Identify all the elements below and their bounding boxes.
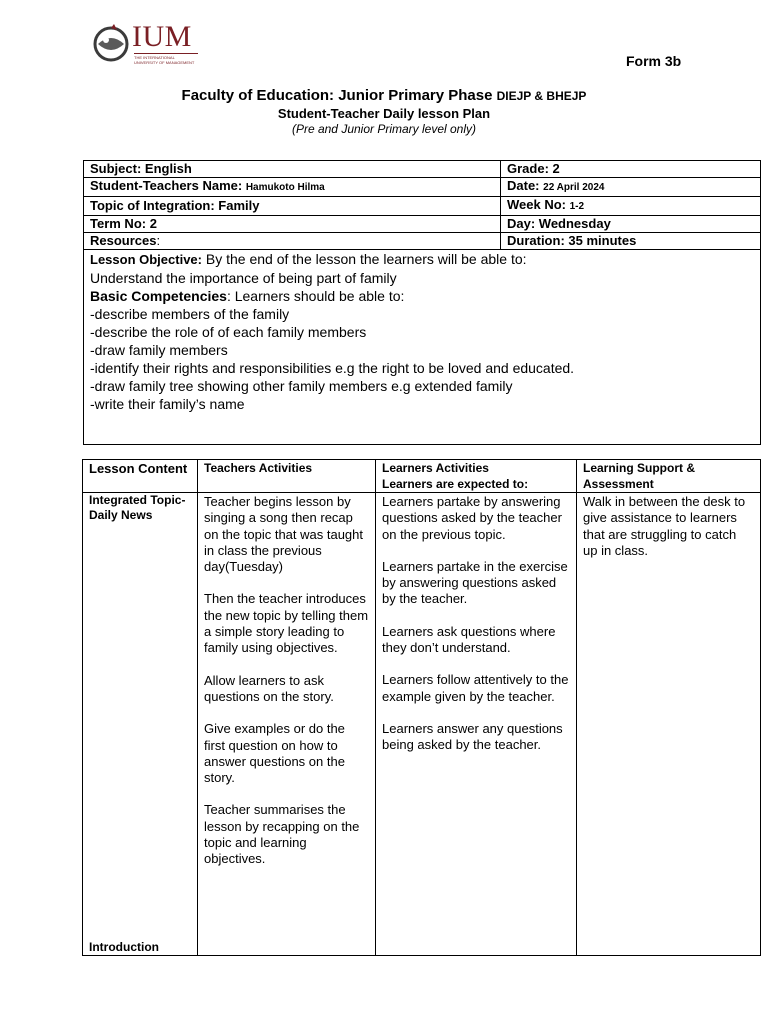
week-cell	[501, 197, 761, 216]
resources-colon: :	[156, 233, 161, 248]
integrated-topic: Integrated Topic- Daily News	[89, 493, 186, 522]
learner-activity: Learners ask questions where they don’t understand.	[382, 623, 556, 656]
header-learners-line-2: Learners are expected to:	[382, 477, 529, 491]
learner-activity: Learners follow attentively to the example given by the teacher.	[382, 672, 569, 704]
header-learning-support: Learning Support & Assessment	[577, 460, 761, 493]
logo-text: IUM	[132, 20, 192, 53]
objective-label: Lesson Objective:	[90, 252, 202, 267]
header-learners-line-1: Learners Activities	[382, 461, 489, 475]
phase-label: Introduction	[89, 940, 159, 954]
competency-item: -identify their rights and responsibilities e.g the right to be loved and educated.	[90, 360, 575, 376]
student-name-value: Hamukoto Hilma	[245, 182, 325, 193]
document-subtitle: Student-Teacher Daily lesson Plan	[277, 106, 491, 121]
header-teachers-activities: Teachers Activities	[198, 460, 376, 493]
learning-support-cell	[577, 493, 761, 956]
objective-text: By the end of the lesson the learners will be able to:	[205, 251, 527, 267]
date-label: Date:	[507, 178, 540, 193]
document-note: (Pre and Junior Primary level only)	[291, 122, 477, 136]
program-codes: DIEJP & BHEJP	[496, 89, 587, 103]
globe-emblem-icon	[92, 22, 132, 66]
competency-item: -draw family members	[90, 342, 228, 358]
form-label: Form 3b	[626, 53, 682, 69]
lesson-content-cell	[83, 493, 198, 956]
teachers-activities-cell	[198, 493, 376, 956]
competencies-text: : Learners should be able to:	[226, 288, 405, 304]
competency-item: -write their family’s name	[90, 396, 245, 412]
competency-item: -draw family tree showing other family members e.g extended family	[90, 378, 513, 394]
faculty-title: Faculty of Education: Junior Primary Phase	[181, 87, 493, 104]
university-logo	[92, 20, 202, 68]
week-label: Week No:	[507, 197, 566, 212]
competency-item: -describe members of the family	[90, 306, 290, 322]
objectives-cell	[84, 250, 761, 445]
duration-cell: Duration: 35 minutes	[501, 233, 761, 250]
resources-cell	[84, 233, 501, 250]
lesson-info-table	[83, 160, 761, 445]
competencies-line	[90, 287, 754, 305]
learners-activities-cell	[376, 493, 577, 956]
learner-activity: Learners partake by answering questions asked by the teacher on the previous topic.	[382, 494, 562, 542]
objective-line-2: Understand the importance of being part of family	[90, 270, 397, 286]
grade-cell: Grade: 2	[501, 161, 761, 178]
teacher-activity: Give examples or do the first question on how to answer questions on the story.	[204, 721, 345, 786]
term-cell: Term No: 2	[84, 216, 501, 233]
support-text: Walk in between the desk to give assistance to learners that are struggling to catch up in class.	[583, 494, 746, 558]
learner-activity: Learners answer any questions being asked by the teacher.	[382, 720, 563, 753]
logo-subtext-1: THE INTERNATIONAL	[134, 55, 175, 60]
student-name-cell	[84, 178, 501, 197]
teacher-activity: Then the teacher introduces the new topic by telling them a simple story leading to family using objectives.	[204, 591, 369, 656]
lesson-activities-table	[82, 459, 761, 956]
logo-subtext-2: UNIVERSITY OF MANAGEMENT	[134, 60, 195, 65]
resources-label: Resources	[90, 233, 157, 248]
competency-item: -describe the role of of each family members	[90, 324, 367, 340]
week-value: 1-2	[569, 201, 585, 212]
date-cell	[501, 178, 761, 197]
teacher-activity: Teacher begins lesson by singing a song then recap on the topic that was taught in class the previous day(Tuesday)	[204, 494, 363, 575]
topic-cell: Topic of Integration: Family	[84, 197, 501, 216]
objective-line	[90, 250, 754, 269]
competencies-label: Basic Competencies	[90, 288, 227, 304]
date-value: 22 April 2024	[543, 182, 605, 193]
logo-divider	[134, 53, 198, 54]
document-title	[0, 87, 768, 104]
day-cell: Day: Wednesday	[501, 216, 761, 233]
student-name-label: Student-Teachers Name:	[90, 178, 243, 193]
header-learners-activities	[376, 460, 577, 493]
learner-activity: Learners partake in the exercise by answering questions asked by the teacher.	[382, 558, 568, 607]
subject-cell: Subject: English	[84, 161, 501, 178]
teacher-activity: Allow learners to ask questions on the story.	[204, 672, 334, 704]
teacher-activity: Teacher summarises the lesson by recapping on the topic and learning objectives.	[204, 802, 360, 867]
header-lesson-content: Lesson Content	[83, 460, 198, 493]
